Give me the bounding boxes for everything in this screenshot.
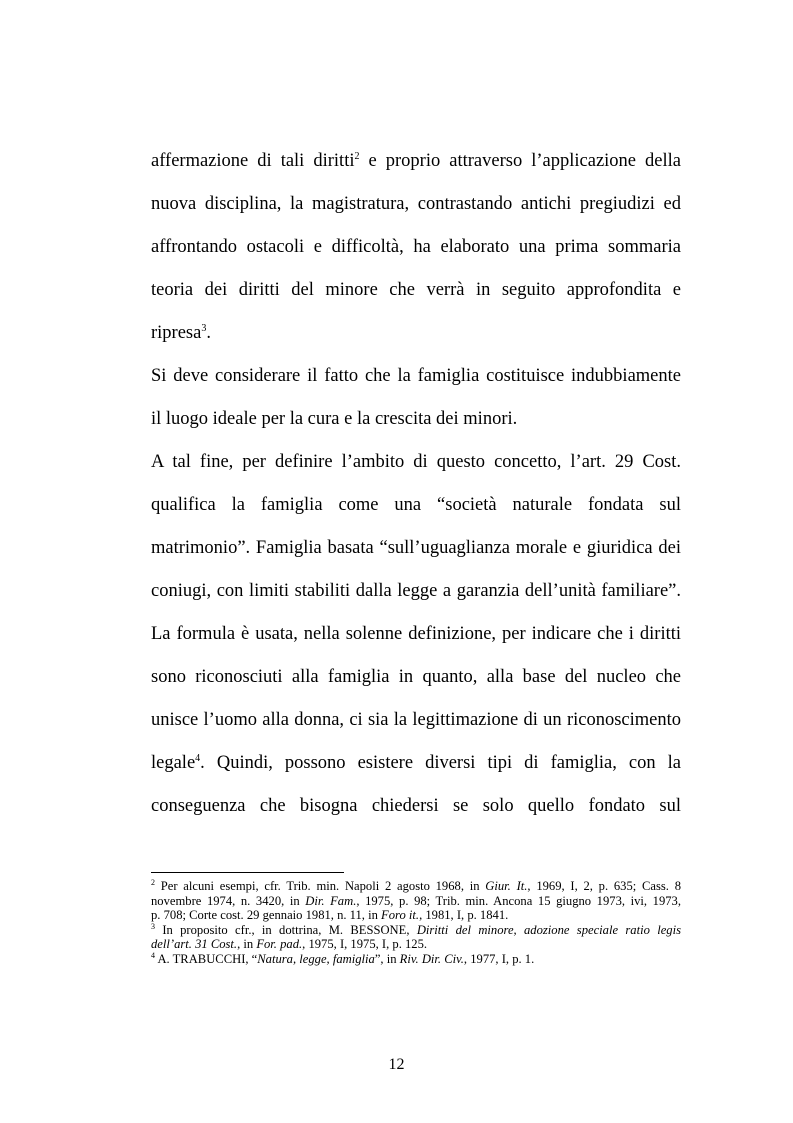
text-span: . Quindi, possono esistere diversi tipi di famiglia, con la xyxy=(200,753,681,773)
body-line: il luogo ideale per la cura e la crescita dei minori. xyxy=(151,409,518,429)
body-line xyxy=(151,742,681,785)
body-line: unisce l’uomo alla donna, ci sia la legittimazione di un riconoscimento xyxy=(151,710,681,730)
body-line: teoria dei diritti del minore che verrà in seguito approfondita e xyxy=(151,280,681,300)
text-span: ”, in xyxy=(374,951,400,966)
text-span: , 1975, p. 98; Trib. min. Ancona 15 giugno 1973, ivi, 1973, xyxy=(356,893,681,908)
text-span: ripresa xyxy=(151,323,202,343)
footnote-3-line xyxy=(151,923,681,938)
citation-title: Foro it. xyxy=(381,908,420,923)
footnote-number: 4 xyxy=(151,950,155,960)
body-line: Si deve considerare il fatto che la famiglia costituisce indubbiamente xyxy=(151,366,681,386)
citation-title: For. pad. xyxy=(256,937,303,952)
footnote-ref-4[interactable]: 4 xyxy=(195,752,201,764)
text-span: , 1981, I, p. 1841. xyxy=(419,908,509,923)
footnote-3-line xyxy=(151,937,681,952)
text-span: e proprio attraverso l’applicazione della xyxy=(359,151,681,171)
footnote-number: 2 xyxy=(151,877,155,887)
footnote-2-line xyxy=(151,894,681,909)
citation-title: Diritti del minore, adozione speciale ratio legis xyxy=(416,922,681,937)
body-line: sono riconosciuti alla famiglia in quanto, alla base del nucleo che xyxy=(151,667,681,687)
footnotes xyxy=(151,879,681,967)
text-span: affermazione di tali diritti xyxy=(151,151,355,171)
body-line: La formula è usata, nella solenne definizione, per indicare che i diritti xyxy=(151,624,681,644)
body-line xyxy=(151,312,681,355)
body-line xyxy=(151,140,681,183)
body-line: qualifica la famiglia come una “società naturale fondata sul xyxy=(151,495,681,515)
citation-title: Riv. Dir. Civ. xyxy=(399,951,464,966)
text-span: p. 708; Corte cost. 29 gennaio 1981, n. 11, in xyxy=(151,908,382,923)
text-span: , 1969, I, 2, p. 635; Cass. 8 xyxy=(527,879,681,893)
text-span: , in xyxy=(237,937,257,952)
citation-title: Giur. It. xyxy=(485,879,528,893)
footnote-ref-3[interactable]: 3 xyxy=(201,322,207,334)
text-span: In proposito cfr., in dottrina, M. BESSONE, xyxy=(155,922,417,937)
citation-title: Natura, legge, famiglia xyxy=(257,951,375,966)
body-line: affrontando ostacoli e difficoltà, ha elaborato una prima sommaria xyxy=(151,237,681,257)
citation-title: Dir. Fam. xyxy=(305,893,357,908)
body-line: coniugi, con limiti stabiliti dalla legge a garanzia dell’unità familiare”. xyxy=(151,581,681,601)
text-span: , 1977, I, p. 1. xyxy=(463,951,535,966)
body-text xyxy=(151,140,681,828)
page-number: 12 xyxy=(388,1056,405,1073)
text-span: Per alcuni esempi, cfr. Trib. min. Napoli 2 agosto 1968, in xyxy=(155,879,486,893)
body-line: conseguenza che bisogna chiedersi se solo quello fondato sul xyxy=(151,796,681,816)
body-line: matrimonio”. Famiglia basata “sull’uguaglianza morale e giuridica dei xyxy=(151,538,681,558)
body-line: A tal fine, per definire l’ambito di questo concetto, l’art. 29 Cost. xyxy=(151,452,681,472)
footnote-ref-2[interactable]: 2 xyxy=(354,150,360,162)
text-span: A. TRABUCCHI, “ xyxy=(155,951,258,966)
footnote-4-line xyxy=(151,952,681,967)
footnote-separator xyxy=(151,872,344,873)
footnote-number: 3 xyxy=(151,921,155,931)
footnote-2-line xyxy=(151,908,681,923)
body-line: nuova disciplina, la magistratura, contrastando antichi pregiudizi ed xyxy=(151,194,681,214)
footnote-2-line xyxy=(151,879,681,894)
text-span: novembre 1974, n. 3420, in xyxy=(151,893,306,908)
text-span: legale xyxy=(151,753,196,773)
text-span: , 1975, I, 1975, I, p. 125. xyxy=(302,937,428,952)
text-span: . xyxy=(206,323,211,343)
citation-title: dell’art. 31 Cost. xyxy=(151,937,238,952)
